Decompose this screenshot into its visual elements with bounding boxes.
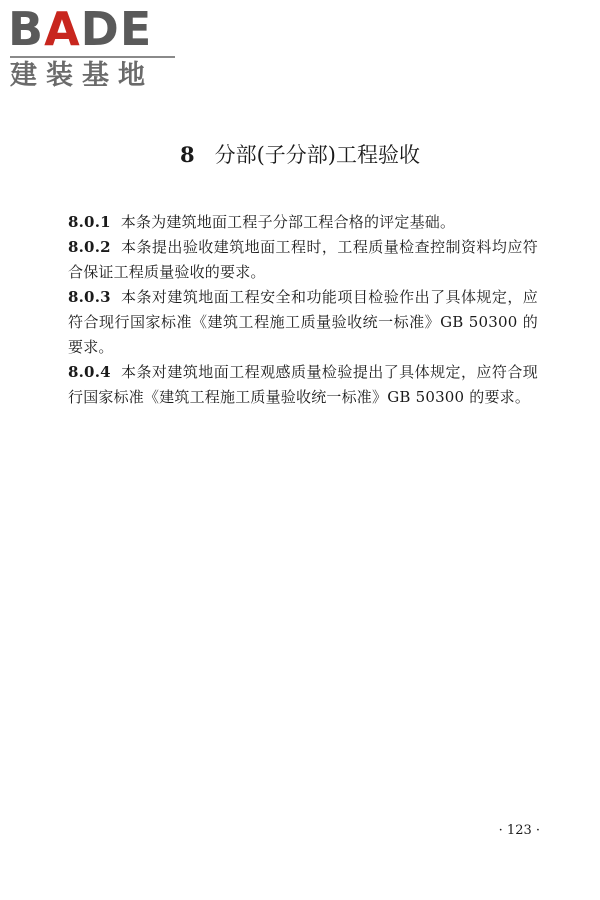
watermark-logo xyxy=(8,4,178,92)
chapter-title xyxy=(0,140,600,170)
clause-number: 8.0.2 xyxy=(68,238,111,256)
logo-chinese-name: 建装基地 xyxy=(10,60,154,91)
logo-letters-de: DE xyxy=(80,2,153,56)
clause-number: 8.0.4 xyxy=(68,363,111,381)
clause-number: 8.0.3 xyxy=(68,288,111,306)
clause-8-0-3 xyxy=(68,285,538,360)
clause-8-0-2 xyxy=(68,235,538,285)
chapter-number: 8 xyxy=(179,142,195,167)
clause-8-0-1 xyxy=(68,210,538,235)
logo-wordmark xyxy=(8,4,152,54)
clause-text: 本条为建筑地面工程子分部工程合格的评定基础。 xyxy=(120,213,456,231)
chapter-title-text: 分部(子分部)工程验收 xyxy=(214,143,420,167)
clause-text: 本条提出验收建筑地面工程时，工程质量检查控制资料均应符合保证工程质量验收的要求。 xyxy=(68,238,538,281)
page-number: · 123 · xyxy=(498,823,540,838)
clause-text: 本条对建筑地面工程观感质量检验提出了具体规定，应符合现行国家标准《建筑工程施工质量验收统一标准》GB 50300 的要求。 xyxy=(68,363,538,406)
logo-letter-a: A xyxy=(44,2,81,56)
clause-text: 本条对建筑地面工程安全和功能项目检验作出了具体规定，应符合现行国家标准《建筑工程施工质量验收统一标准》GB 50300 的要求。 xyxy=(68,288,538,356)
logo-letter-b: B xyxy=(8,2,45,56)
clause-list xyxy=(68,210,538,410)
logo-divider xyxy=(10,56,175,58)
clause-number: 8.0.1 xyxy=(68,213,111,231)
clause-8-0-4 xyxy=(68,360,538,410)
